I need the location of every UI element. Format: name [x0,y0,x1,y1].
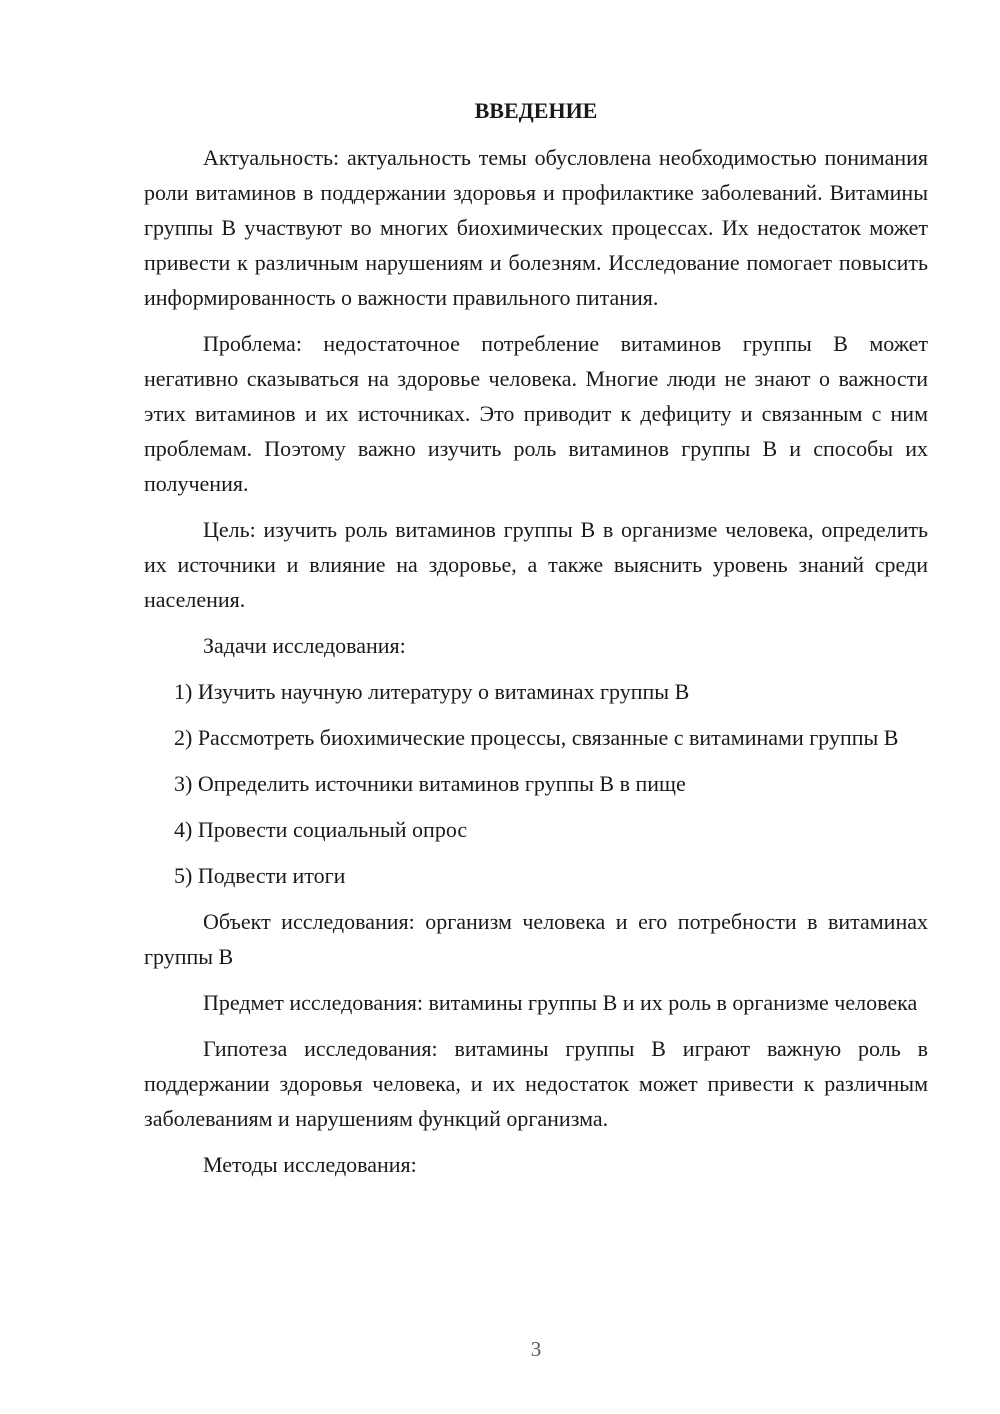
page-content [144,94,928,1193]
object-paragraph: Объект исследования: организм человека и его потребности в витаминах группы В [144,909,928,969]
task-item: 2) Рассмотреть биохимические процессы, связанные с витаминами группы В [174,725,899,750]
task-item: 3) Определить источники витаминов группы В в пище [174,771,686,796]
problem-paragraph: Проблема: недостаточное потребление витаминов группы В может негативно сказываться на здоровье человека. Многие люди не знают о важности этих витаминов и их источниках. Это приводит к дефициту и связанным с ним проблемам. Поэтому важно изучить роль витаминов группы В и способы их получения. [144,331,928,496]
goal-paragraph: Цель: изучить роль витаминов группы В в организме человека, определить их источники и влияние на здоровье, а также выяснить уровень знаний среди населения. [144,517,928,612]
task-item: 4) Провести социальный опрос [174,817,468,842]
methods-heading: Методы исследования: [203,1152,417,1177]
task-item: 5) Подвести итоги [174,863,346,888]
hypothesis-paragraph: Гипотеза исследования: витамины группы В играют важную роль в поддержании здоровья человека, и их недостаток может привести к различным заболеваниям и нарушениям функций организма. [144,1036,928,1131]
page-number: 3 [530,1337,542,1361]
task-item: 1) Изучить научную литературу о витаминах группы В [174,679,690,704]
relevance-paragraph: Актуальность: актуальность темы обусловлена необходимостью понимания роли витаминов в поддержании здоровья и профилактике заболеваний. Витамины группы В участвуют во многих биохимических процессах. Их недостаток может привести к различным нарушениям и болезням. Исследование помогает повысить информированность о важности правильного питания. [144,145,928,310]
page-title: ВВЕДЕНИЕ [474,98,598,123]
tasks-heading: Задачи исследования: [203,633,406,658]
subject-paragraph: Предмет исследования: витамины группы В и их роль в организме человека [203,990,918,1015]
